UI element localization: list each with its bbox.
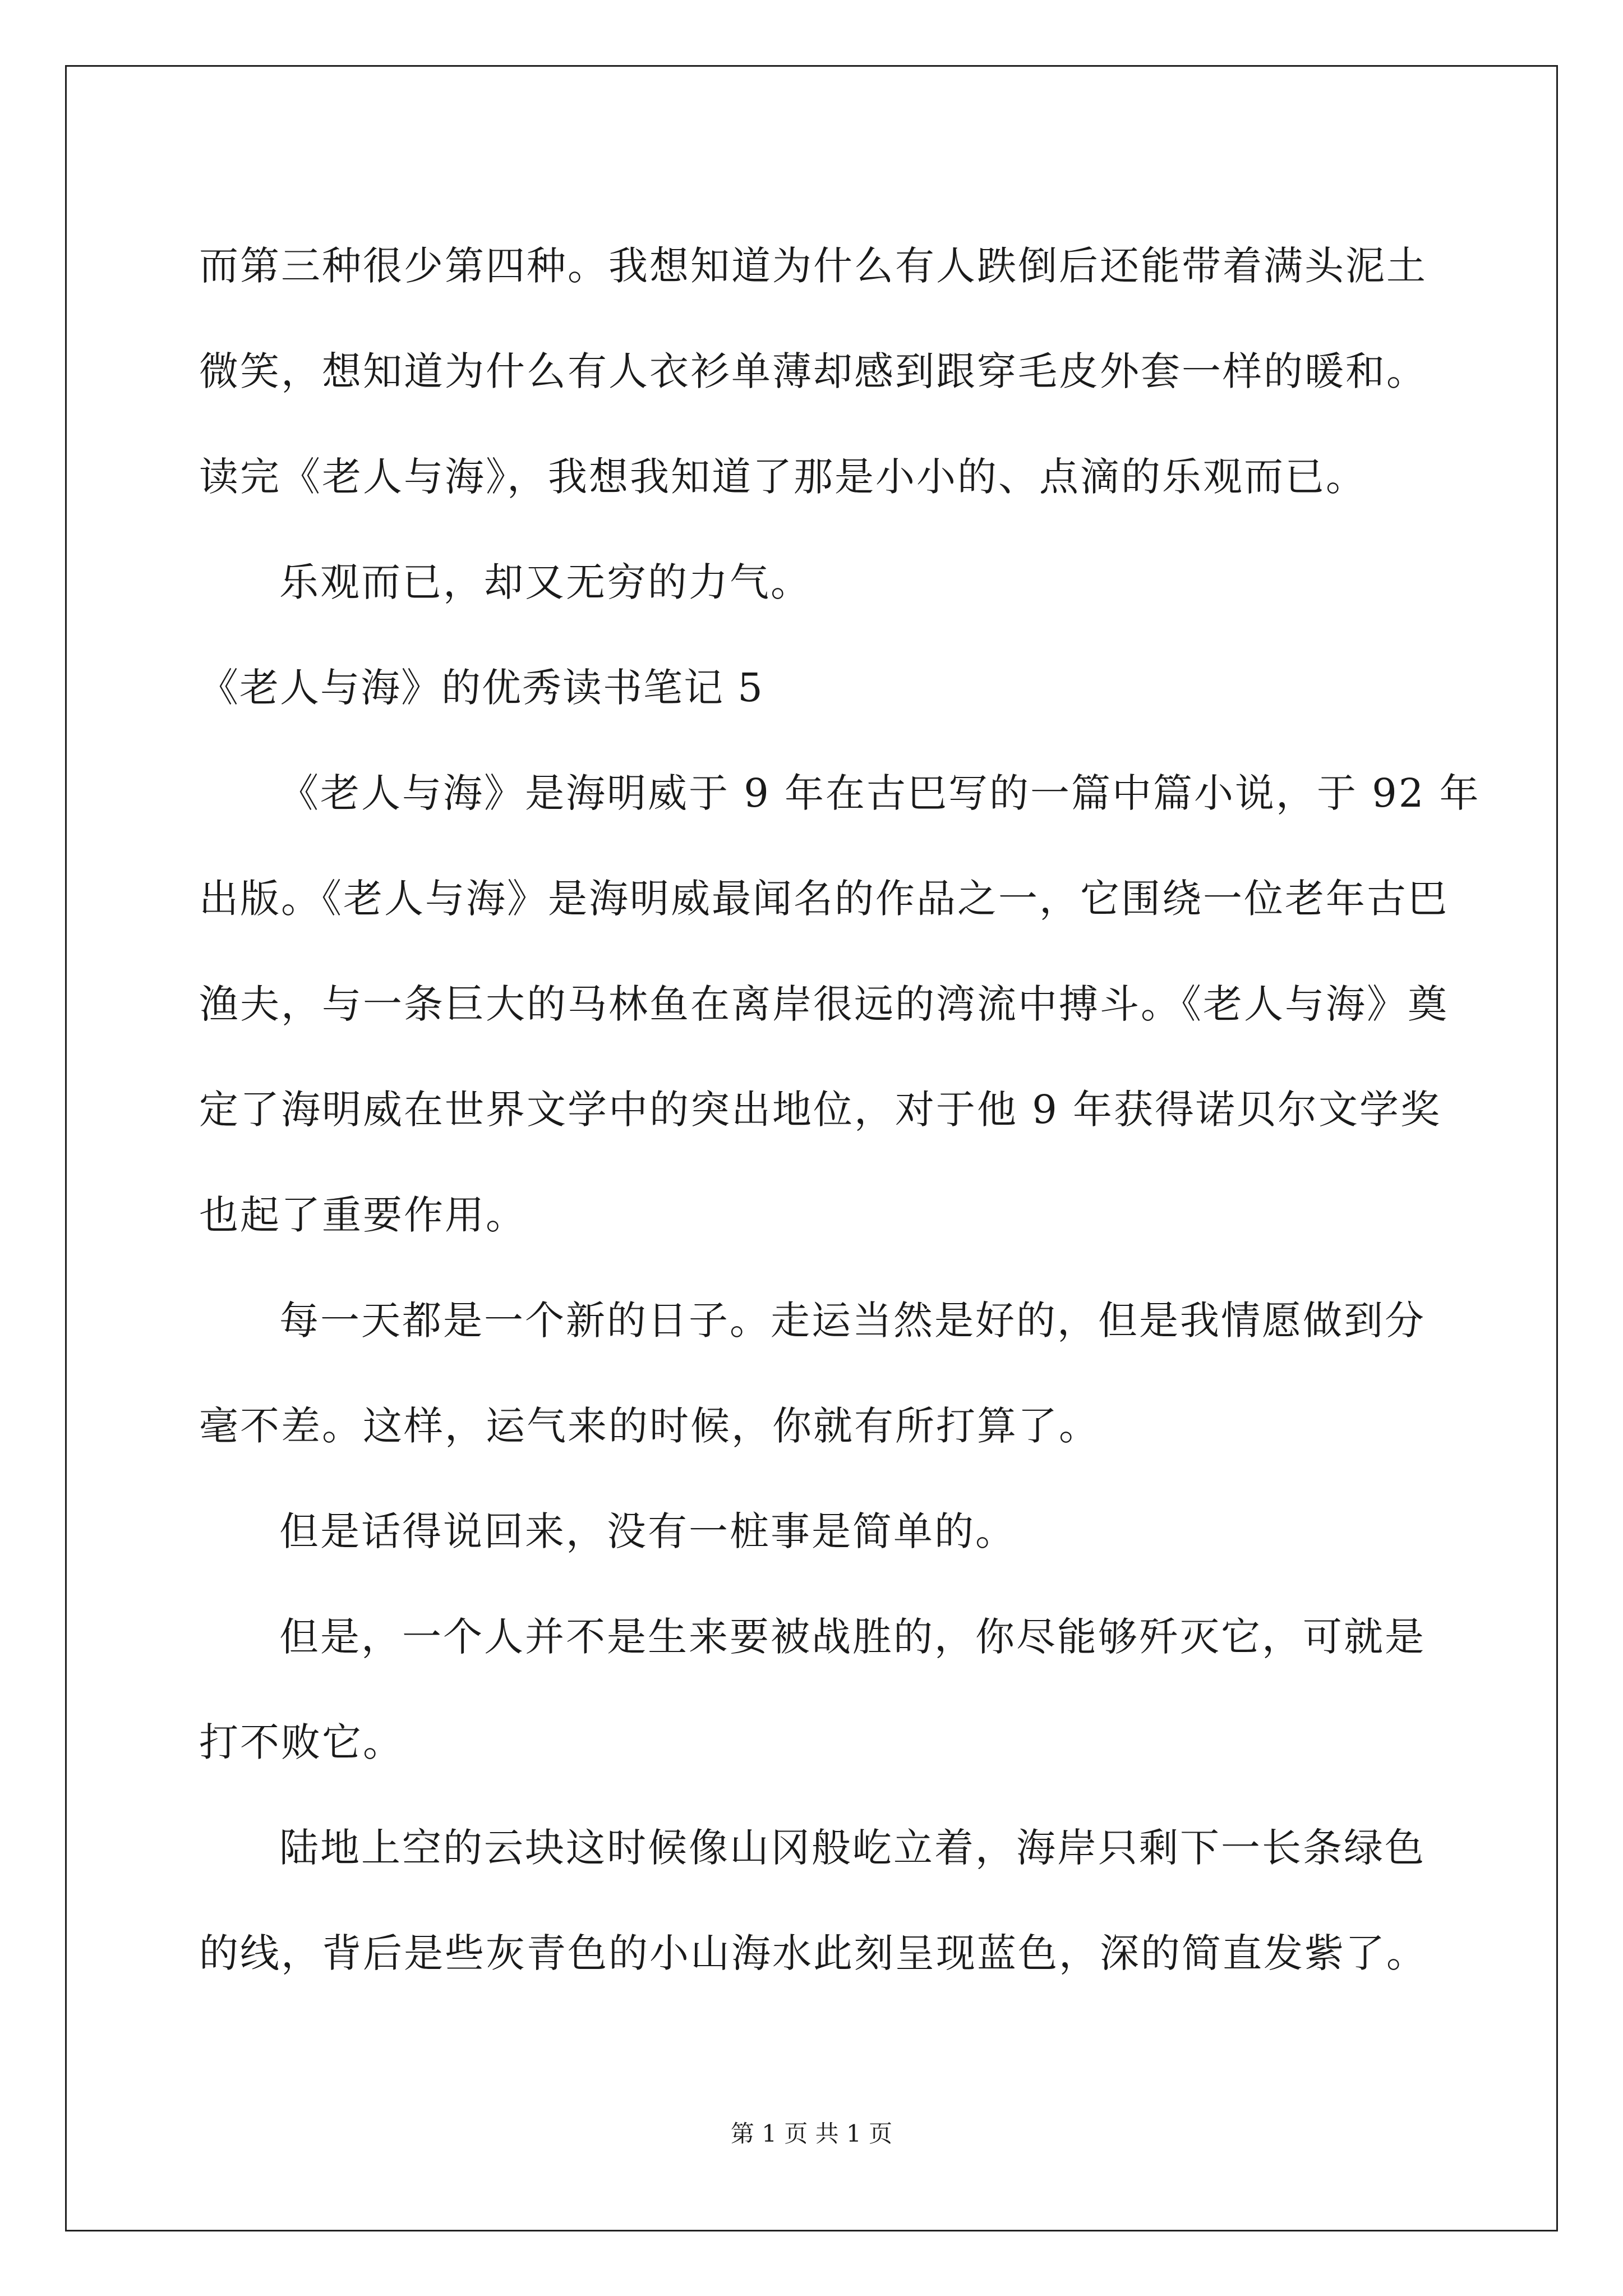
page-footer: 第 1 页 共 1 页 bbox=[730, 2120, 893, 2147]
text-line-14: 但是，一个人并不是生来要被战胜的，你尽能够歼灭它，可就是 bbox=[279, 1614, 1426, 1660]
text-line-8: 渔夫，与一条巨大的马林鱼在离岸很远的湾流中搏斗。《老人与海》奠 bbox=[199, 981, 1449, 1027]
text-line-12: 毫不差。这样，运气来的时候，你就有所打算了。 bbox=[199, 1403, 1100, 1449]
text-line-9: 定了海明威在世界文学中的突出地位，对于他 9 年获得诺贝尔文学奖 bbox=[199, 1087, 1442, 1133]
text-line-10: 也起了重要作用。 bbox=[199, 1192, 527, 1238]
text-line-16: 陆地上空的云块这时候像山冈般屹立着，海岸只剩下一长条绿色 bbox=[279, 1825, 1426, 1871]
text-line-7: 出版。《老人与海》是海明威最闻名的作品之一，它围绕一位老年古巴 bbox=[199, 876, 1449, 922]
text-line-11: 每一天都是一个新的日子。走运当然是好的，但是我情愿做到分 bbox=[279, 1297, 1426, 1343]
text-line-6: 《老人与海》是海明威于 9 年在古巴写的一篇中篇小说，于 92 年 bbox=[279, 770, 1481, 816]
text-line-1: 而第三种很少第四种。我想知道为什么有人跌倒后还能带着满头泥土 bbox=[199, 243, 1427, 289]
document-body bbox=[199, 213, 1481, 2006]
text-line-2: 微笑，想知道为什么有人衣衫单薄却感到跟穿毛皮外套一样的暖和。 bbox=[199, 348, 1427, 394]
section-heading: 《老人与海》的优秀读书笔记 5 bbox=[199, 665, 764, 711]
text-line-4: 乐观而已，却又无穷的力气。 bbox=[279, 559, 811, 605]
text-line-3: 读完《老人与海》，我想我知道了那是小小的、点滴的乐观而已。 bbox=[199, 454, 1367, 500]
text-line-13: 但是话得说回来，没有一桩事是简单的。 bbox=[279, 1508, 1016, 1554]
text-line-15: 打不败它。 bbox=[199, 1719, 404, 1765]
text-line-17: 的线，背后是些灰青色的小山海水此刻呈现蓝色，深的简直发紫了。 bbox=[199, 1930, 1427, 1976]
